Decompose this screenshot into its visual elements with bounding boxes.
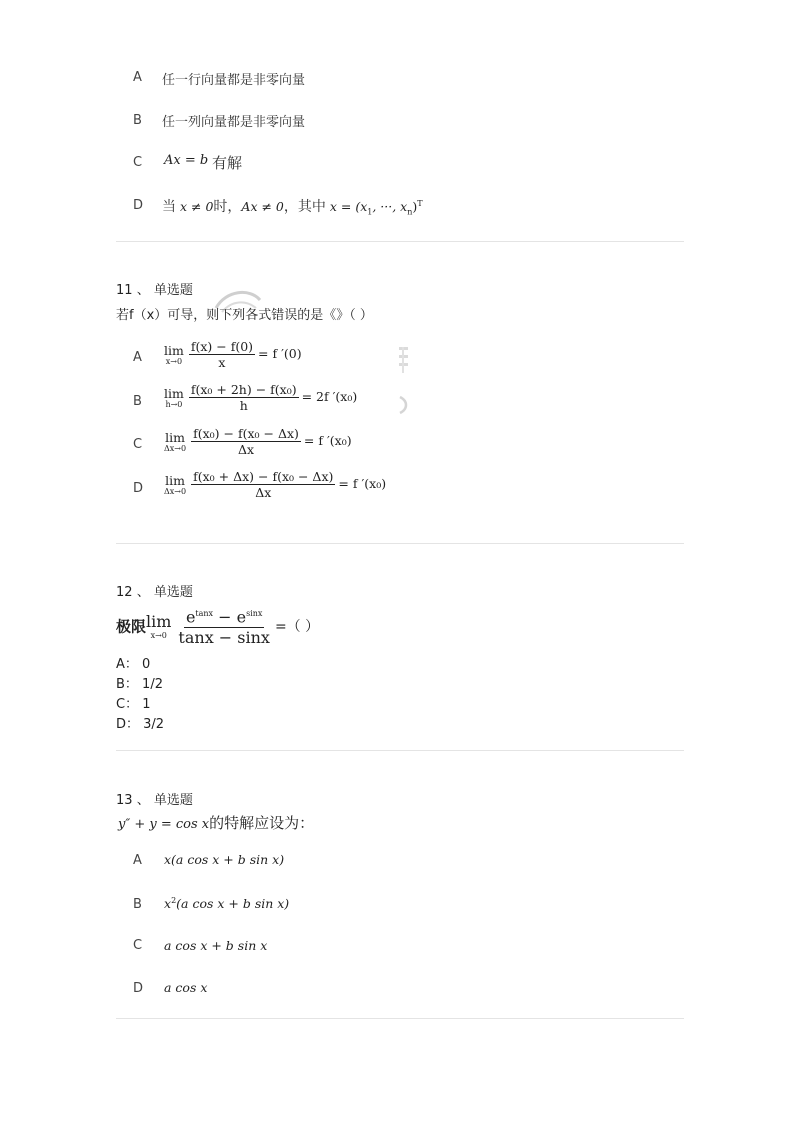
- numerator-sup-tanx: tanx: [195, 609, 214, 618]
- divider: [116, 543, 684, 544]
- math-sup-t: T: [417, 198, 423, 208]
- formula-rhs: = f ′(x₀): [303, 433, 352, 448]
- formula-rhs: =（ ）: [274, 619, 320, 636]
- q12-option-c[interactable]: C： 1: [116, 697, 151, 712]
- option-text-mid2: ，其中: [283, 199, 326, 215]
- lim-symbol: lim: [165, 429, 185, 445]
- option-text-pre: 当: [162, 199, 176, 215]
- option-letter: C: [133, 437, 143, 452]
- divider: [116, 750, 684, 751]
- option-math: x(a cos x + b sin x): [164, 852, 285, 867]
- option-formula: [164, 339, 302, 370]
- question-number: 12: [116, 585, 133, 600]
- option-formula: [164, 426, 352, 457]
- formula-prefix: 极限: [116, 617, 147, 636]
- option-letter: B: [133, 897, 142, 912]
- lim-symbol: lim: [164, 342, 184, 358]
- option-letter: A: [133, 70, 142, 85]
- question-type: 单选题: [153, 283, 193, 298]
- lim-sub: h→0: [165, 399, 183, 409]
- question-header-11: [116, 279, 193, 298]
- divider: [116, 1018, 684, 1019]
- math-x-vector-mid: , ···, x: [372, 199, 408, 214]
- math-ax-neq-0: Ax ≠ 0: [241, 199, 284, 214]
- option-letter: A: [133, 350, 142, 365]
- option-math-pre: x: [164, 896, 172, 912]
- fraction-denominator: tanx − sinx: [178, 628, 270, 648]
- math-sub-n: n: [407, 207, 413, 217]
- fraction-numerator: f(x₀) − f(x₀ − Δx): [193, 426, 299, 441]
- option-text: 有解: [212, 154, 243, 172]
- question-suffix: 的特解应设为：: [209, 814, 315, 832]
- math-sub-1: 1: [367, 207, 373, 217]
- option-letter: C: [133, 938, 143, 953]
- option-letter: B: [133, 394, 142, 409]
- fraction-denominator: Δx: [237, 442, 255, 457]
- question-sep: 、: [136, 585, 150, 600]
- question-sep: 、: [136, 793, 150, 808]
- math-x-neq-0: x ≠ 0: [179, 199, 214, 214]
- question-type: 单选题: [153, 793, 193, 808]
- fraction-numerator: f(x) − f(0): [190, 339, 254, 354]
- option-math-sup: 2: [171, 896, 177, 905]
- option-letter: D: [133, 481, 144, 496]
- question-number: 13: [116, 793, 133, 808]
- option-letter: A: [133, 853, 142, 868]
- lim-sub: Δx→0: [164, 443, 187, 453]
- fraction-denominator: h: [239, 398, 248, 413]
- math-x-vector: x = (x: [329, 199, 368, 214]
- lim-symbol: lim: [164, 385, 184, 401]
- option-math: [164, 153, 208, 168]
- numerator-mid: − e: [213, 607, 247, 627]
- option-text: 任一行向量都是非零向量: [162, 73, 306, 88]
- option-letter: D: [133, 198, 144, 213]
- math-close-paren: ): [412, 199, 418, 214]
- option-math: a cos x + b sin x: [164, 938, 268, 953]
- lim-symbol: lim: [146, 611, 172, 631]
- option-formula: [164, 382, 357, 413]
- question-equation: y″ + y = cos x: [118, 817, 210, 832]
- lim-symbol: lim: [165, 472, 185, 488]
- fraction-denominator: Δx: [255, 485, 272, 500]
- watermark-swirl-icon: [212, 286, 264, 316]
- q12-option-d[interactable]: D： 3/2: [116, 717, 165, 732]
- question-formula-12: [116, 604, 319, 648]
- q12-option-b[interactable]: B： 1/2: [116, 677, 163, 692]
- option-text-mid1: 时，: [213, 199, 242, 215]
- fraction-numerator: f(x₀ + 2h) − f(x₀): [190, 382, 297, 397]
- question-text-11: 若f（x）可导，则下列各式错误的是《》（ ）: [116, 308, 373, 323]
- option-formula: [164, 469, 386, 500]
- question-header-13: [116, 789, 193, 808]
- formula-rhs: = f ′(x₀): [338, 476, 387, 491]
- option-math-expr: Ax = b: [164, 153, 209, 168]
- question-type: 单选题: [153, 585, 193, 600]
- option-text: 任一列向量都是非零向量: [162, 115, 306, 130]
- formula-rhs: = f ′(0): [258, 346, 302, 361]
- fraction-numerator: f(x₀ + Δx) − f(x₀ − Δx): [193, 469, 334, 484]
- lim-sub: x→0: [165, 356, 183, 366]
- option-math-post: (a cos x + b sin x): [176, 896, 290, 912]
- option-d-content: [162, 196, 423, 217]
- question-text-13: [118, 812, 314, 833]
- numerator-sup-sinx: sinx: [246, 609, 263, 618]
- question-number: 11: [116, 283, 133, 298]
- option-letter: C: [133, 155, 143, 170]
- question-sep: 、: [136, 283, 150, 298]
- q12-option-a[interactable]: A： 0: [116, 657, 151, 672]
- option-letter: D: [133, 981, 144, 996]
- option-math: a cos x: [164, 980, 208, 995]
- divider: [116, 241, 684, 242]
- question-header-12: [116, 581, 193, 600]
- watermark-glyph-icon: [396, 345, 412, 417]
- lim-sub: x→0: [150, 630, 167, 640]
- option-letter: B: [133, 113, 142, 128]
- formula-rhs: = 2f ′(x₀): [301, 389, 358, 404]
- numerator-e: e: [185, 607, 196, 627]
- fraction-denominator: x: [218, 355, 226, 370]
- lim-sub: Δx→0: [164, 486, 187, 496]
